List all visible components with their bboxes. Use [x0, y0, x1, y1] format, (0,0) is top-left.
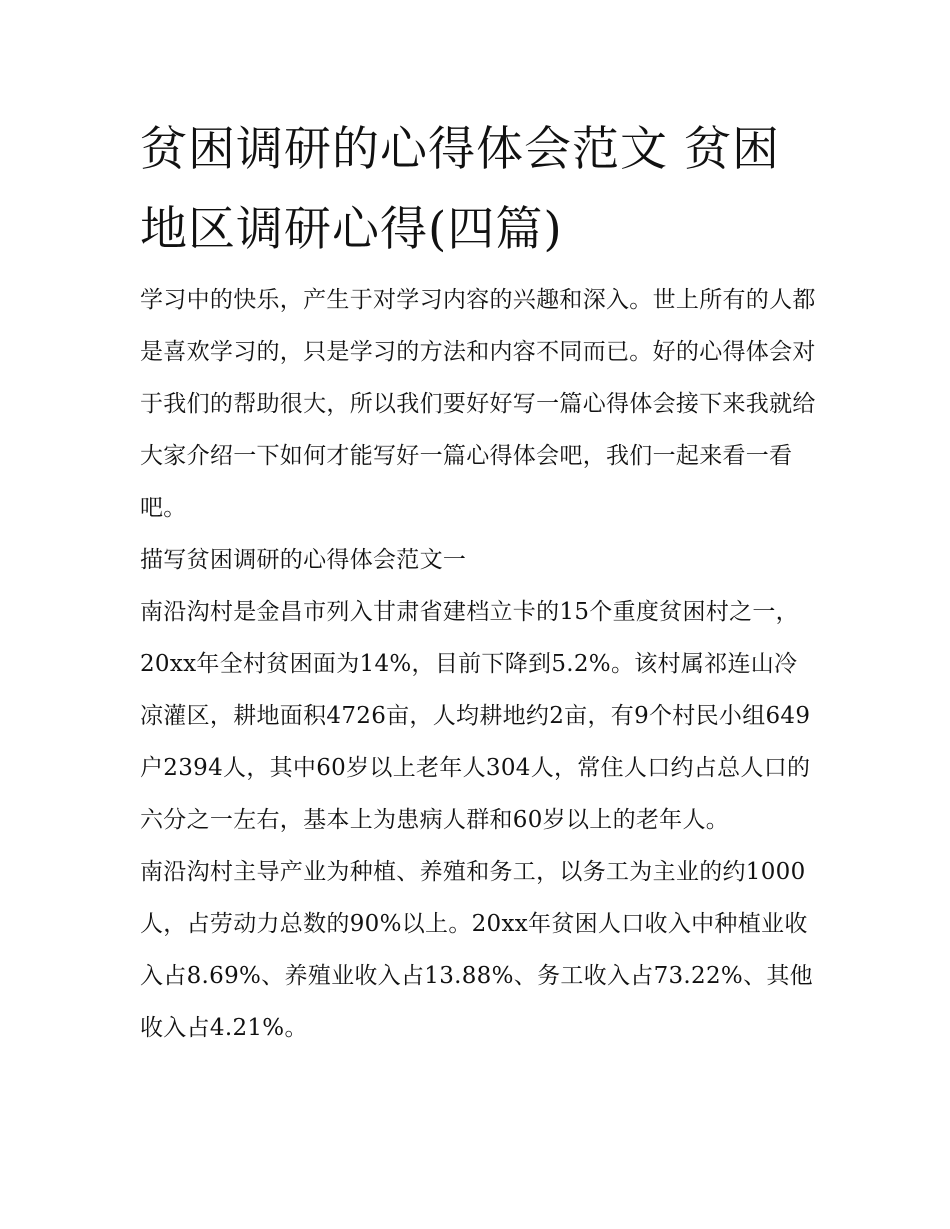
body-paragraph-industry: 南沿沟村主导产业为种植、养殖和务工，以务工为主业的约1000人，占劳动力总数的90%以上。20xx年贫困人口收入中种植业收入占8.69%、养殖业收入占13.88%、务工收入占73.22%、其他收入占4.21%。 [140, 859, 813, 1041]
intro-paragraph: 学习中的快乐，产生于对学习内容的兴趣和深入。世上所有的人都是喜欢学习的，只是学习的方法和内容不同而已。好的心得体会对于我们的帮助很大，所以我们要好好写一篇心得体会接下来我就给大家介绍一下如何才能写好一篇心得体会吧，我们一起来看一看吧。 [140, 287, 816, 521]
document-page [140, 110, 820, 1054]
body-paragraph-village-overview: 南沿沟村是金昌市列入甘肃省建档立卡的15个重度贫困村之一，20xx年全村贫困面为14%，目前下降到5.2%。该村属祁连山冷凉灌区，耕地面积4726亩，人均耕地约2亩，有9个村民小组649户2394人，其中60岁以上老年人304人，常住人口约占总人口的六分之一左右，基本上为患病人群和60岁以上的老年人。 [140, 599, 811, 833]
document-title: 贫困调研的心得体会范文 贫困地区调研心得(四篇) [140, 122, 780, 257]
section-heading: 描写贫困调研的心得体会范文一 [140, 547, 467, 573]
